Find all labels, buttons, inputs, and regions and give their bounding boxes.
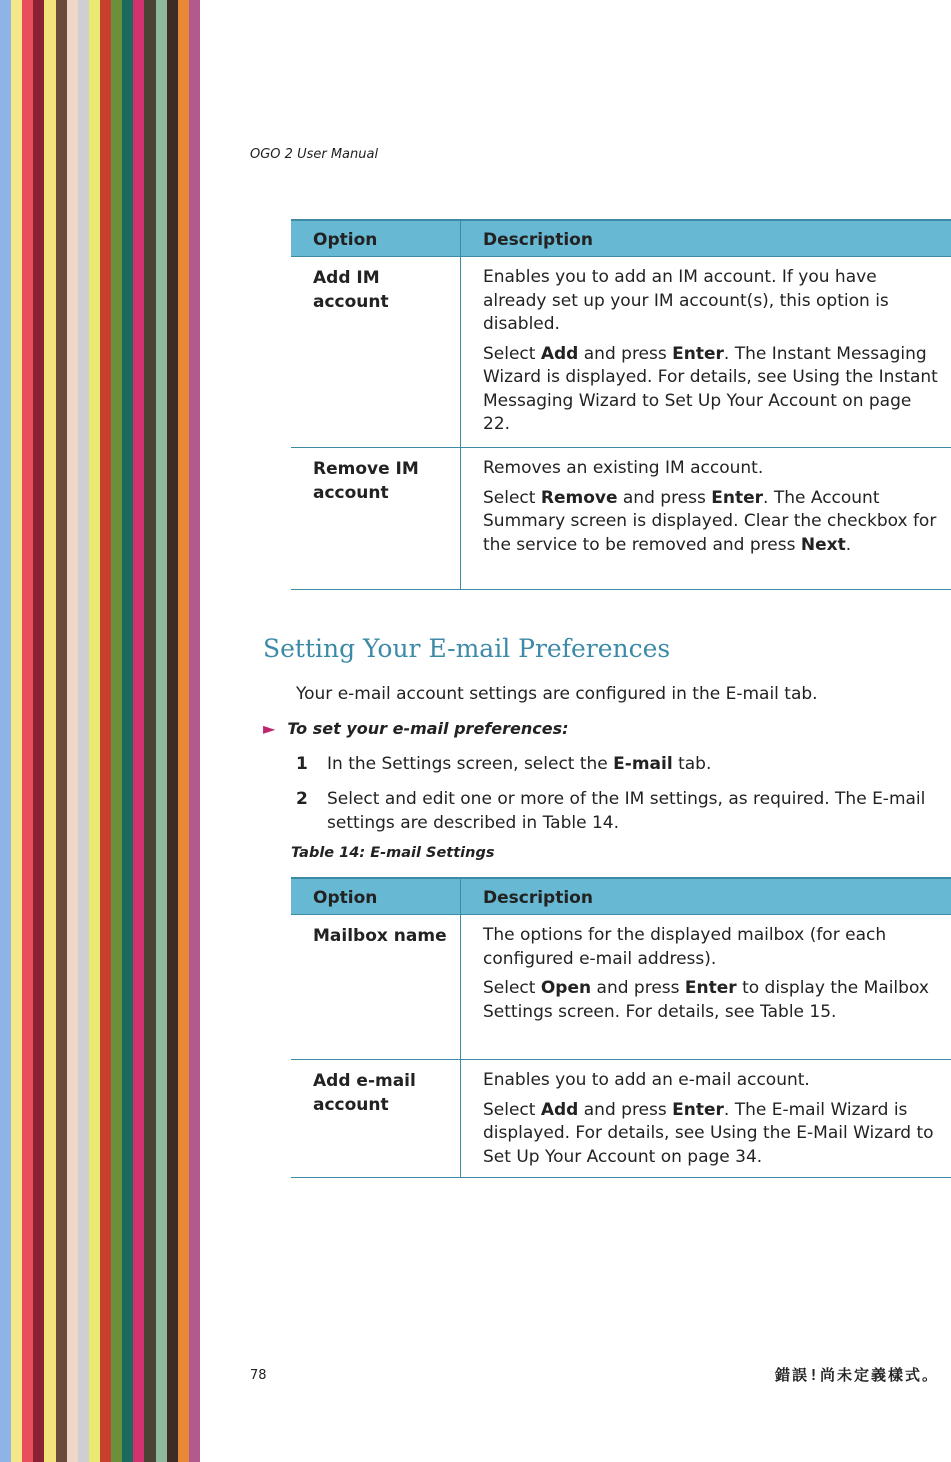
header-option: Option [291,879,461,914]
header-option: Option [291,221,461,256]
procedure-heading: ► To set your e-mail preferences: [263,719,569,738]
stripe [100,0,111,1462]
stripe [178,0,189,1462]
description-text: Enables you to add an e-mail account. [483,1070,810,1090]
stripe [111,0,122,1462]
stripe [0,0,11,1462]
stripe [67,0,78,1462]
list-item [296,753,936,777]
table-header-row [291,877,951,915]
description-text: Select Add and press Enter. The E-mail Wizard is displayed. For details, see Using the E-Mail Wizard to Set Up Your Account on page 34. [483,1099,934,1167]
description-text: Select Remove and press Enter. The Account Summary screen is displayed. Clear the checkbox for the service to be removed and press Next. [483,487,937,555]
running-header: OGO 2 User Manual [250,147,379,162]
description-text: Select Open and press Enter to display the Mailbox Settings screen. For details, see Table 15. [483,978,929,1022]
option-cell: Add e-mail account [291,1060,461,1177]
decorative-stripes [0,0,200,1462]
step-text: In the Settings screen, select the E-mail tab. [327,754,712,774]
step-number: 2 [296,789,308,809]
stripe [56,0,67,1462]
im-options-table [291,219,951,590]
stripe [22,0,33,1462]
option-cell: Mailbox name [291,915,461,1059]
arrow-right-icon: ► [263,719,276,738]
stripe [133,0,144,1462]
description-cell [461,1060,951,1177]
stripe [189,0,200,1462]
stripe [44,0,55,1462]
list-item [296,788,936,835]
description-cell [461,257,951,447]
table-row [291,257,951,448]
option-cell: Add IM account [291,257,461,447]
stripe [144,0,155,1462]
table-row [291,448,951,590]
stripe [11,0,22,1462]
section-title: Setting Your E-mail Preferences [263,634,671,663]
header-description: Description [483,230,593,250]
table-caption: Table 14: E-mail Settings [291,845,495,861]
email-settings-table [291,877,951,1178]
table-row [291,915,951,1060]
description-cell [461,448,951,589]
footer-error-text: 錯誤!尚未定義樣式。 [774,1366,939,1384]
table-row [291,1060,951,1178]
description-text: Enables you to add an IM account. If you have already set up your IM account(s), this option is disabled. [483,267,889,334]
stripe [167,0,178,1462]
option-cell: Remove IM account [291,448,461,589]
description-cell [461,915,951,1059]
step-text: Select and edit one or more of the IM settings, as required. The E-mail settings are described in Table 14. [327,789,926,833]
step-number: 1 [296,754,308,774]
stripe [122,0,133,1462]
table-header-row [291,219,951,257]
description-text: Select Add and press Enter. The Instant Messaging Wizard is displayed. For details, see Using the Instant Messaging Wizard to Set Up Your Account on page 22. [483,343,938,434]
stripe [78,0,89,1462]
stripe [156,0,167,1462]
page-number: 78 [250,1368,267,1383]
description-text: Removes an existing IM account. [483,458,764,478]
stripe [89,0,100,1462]
stripe [33,0,44,1462]
header-description: Description [483,888,593,908]
intro-text: Your e-mail account settings are configured in the E-mail tab. [296,684,818,704]
description-text: The options for the displayed mailbox (for each configured e-mail address). [483,925,887,969]
